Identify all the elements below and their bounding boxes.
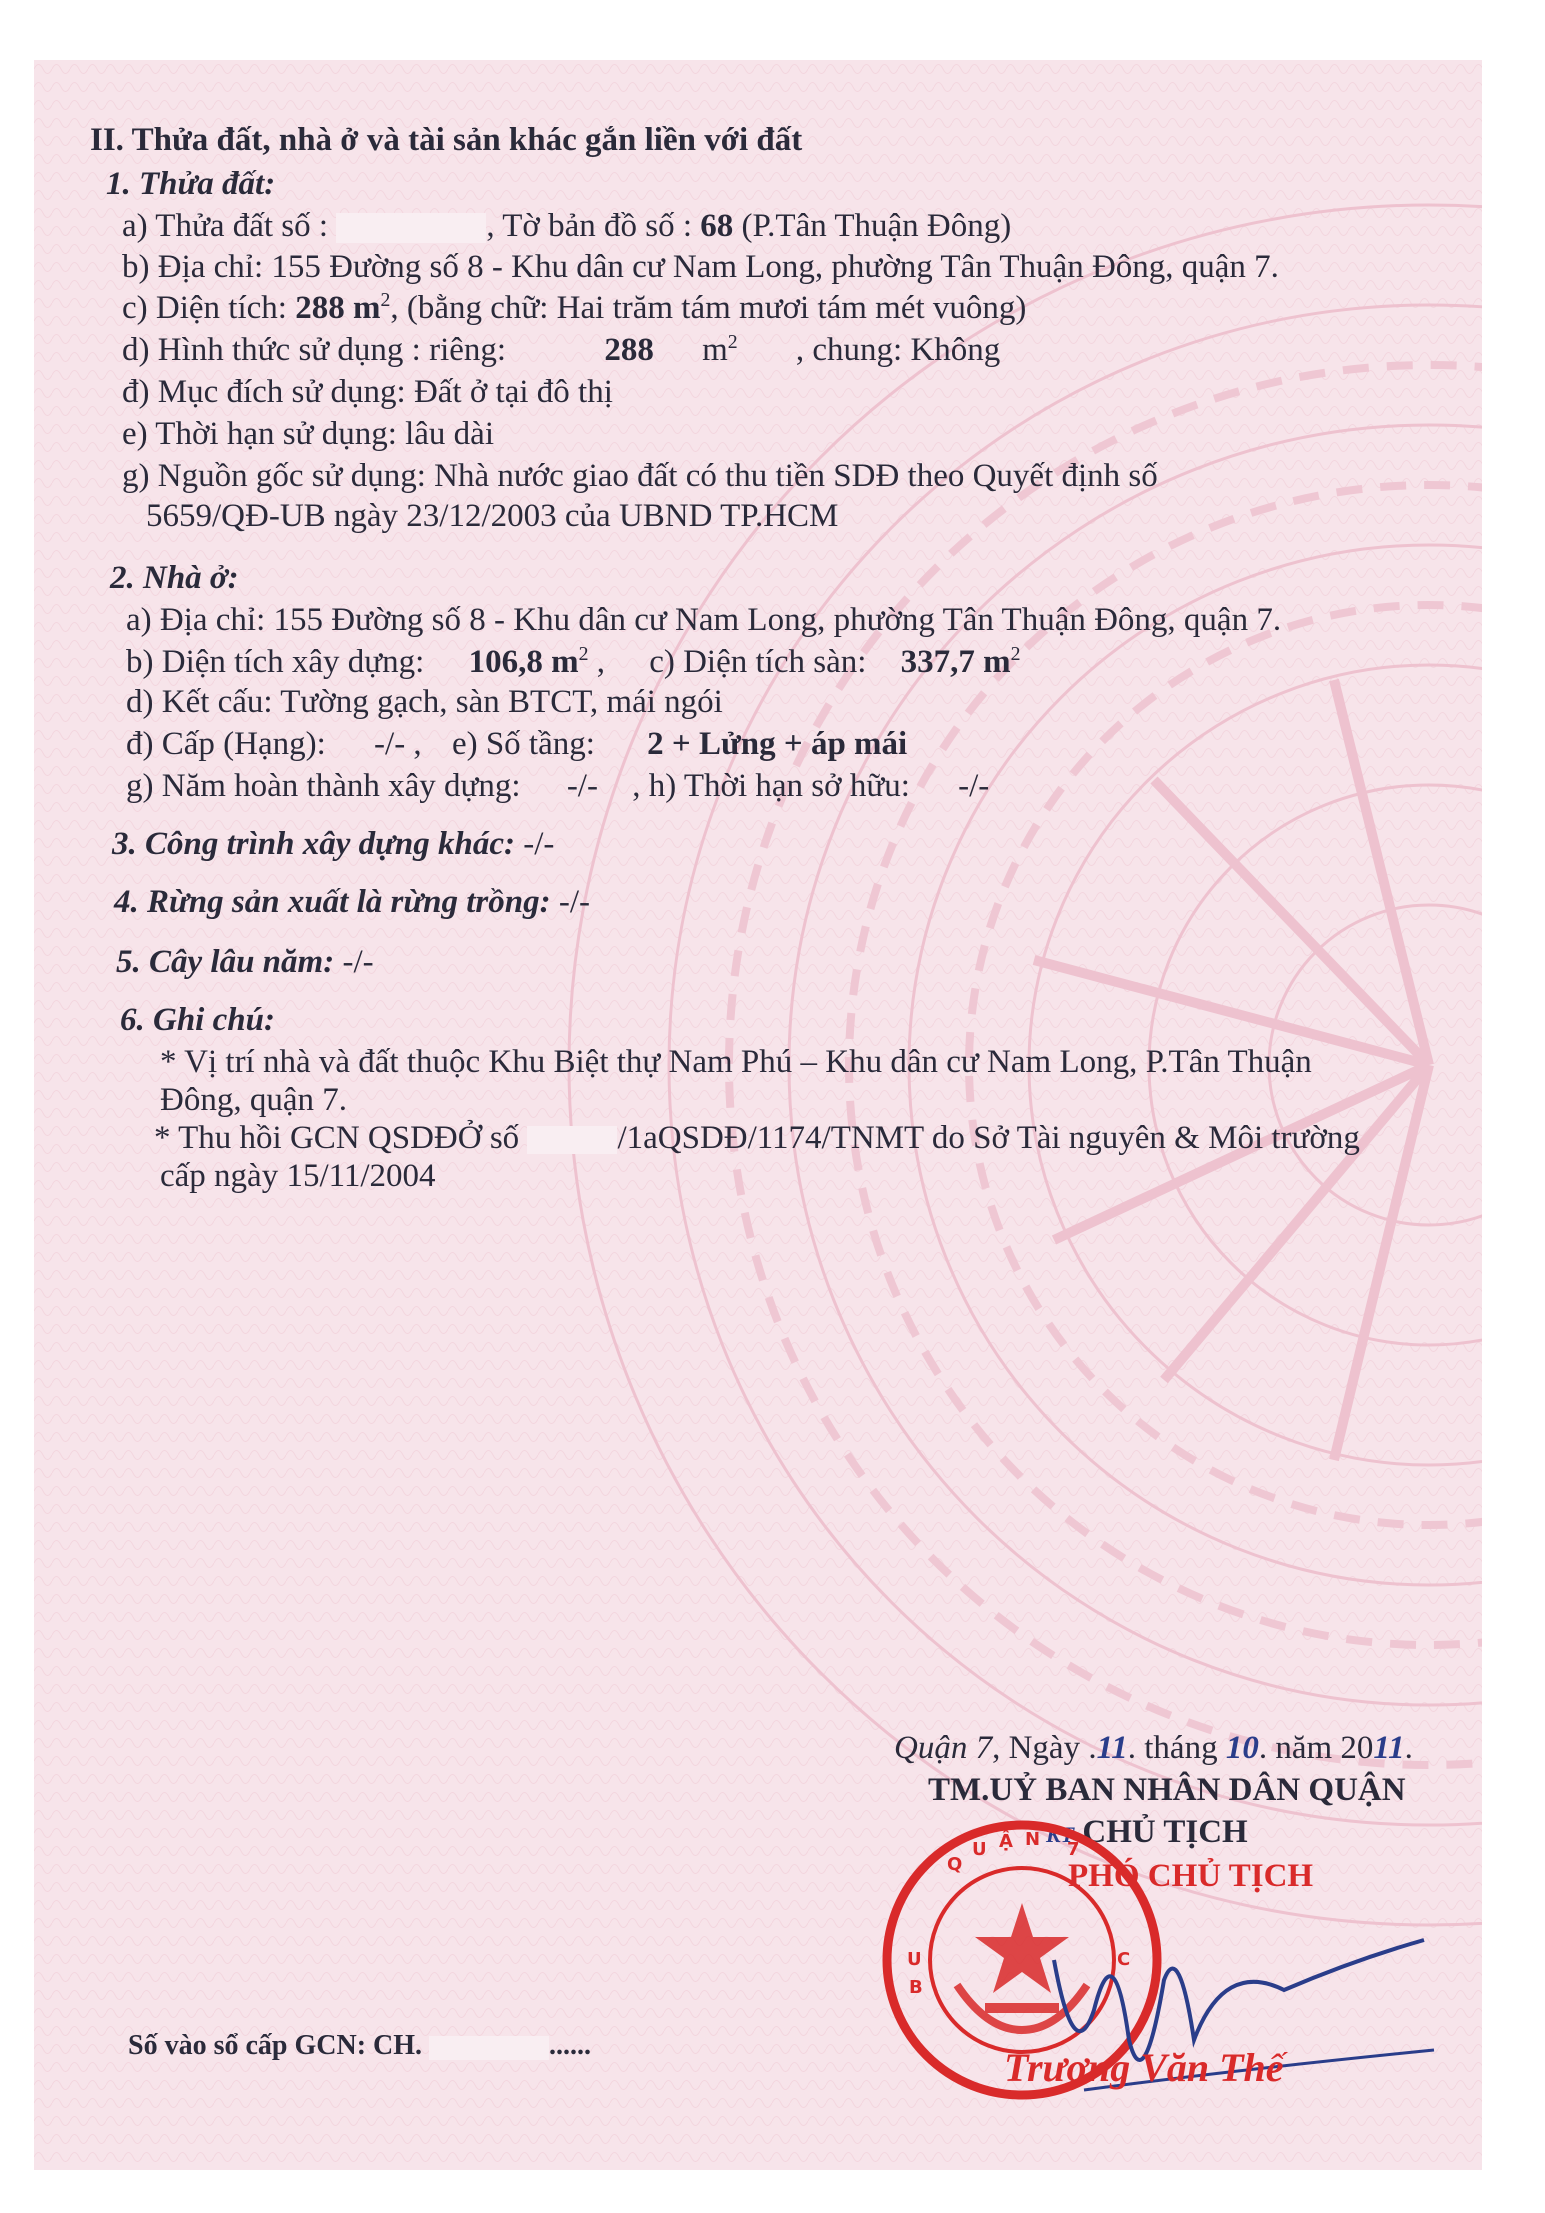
house-grade-value: -/- , [374,726,422,762]
note-2-line-1 [154,1118,1360,1158]
house-build-area-label: b) Diện tích xây dựng: [126,644,425,680]
house-floors-value: 2 + Lửng + áp mái [647,726,908,762]
signing-deputy-title: PHÓ CHỦ TỊCH [1068,1858,1314,1894]
svg-text:C: C [1117,1949,1131,1970]
signing-year-end: . [1404,1730,1413,1766]
forest-row [114,882,590,922]
house-floor-area-label: c) Diện tích sàn: [649,644,867,680]
land-map-label: , Tờ bản đồ số : [486,208,692,244]
perennial-label: 5. Cây lâu năm: [116,944,335,980]
other-construction-row [112,824,554,864]
house-address: a) Địa chỉ: 155 Đường số 8 - Khu dân cư Nam Long, phường Tân Thuận Đông, quận 7. [126,602,1282,638]
signing-title: CHỦ TỊCH [1082,1814,1248,1850]
registry-number [128,2026,591,2066]
house-year-label: g) Năm hoàn thành xây dựng: [126,768,521,804]
land-parcel-label: a) Thửa đất số : [122,208,329,244]
note-2-prefix: * Thu hồi GCN QSDĐỞ số [154,1120,520,1156]
land-address: b) Địa chỉ: 155 Đường số 8 - Khu dân cư Nam Long, phường Tân Thuận Đông, quận 7. [122,249,1279,285]
svg-text:7: 7 [1067,1839,1080,1860]
perennial-row [116,942,374,982]
note-2-line-2: cấp ngày 15/11/2004 [160,1158,436,1194]
note-1-line-2: Đông, quận 7. [160,1082,347,1118]
forest-label: 4. Rừng sản xuất là rừng trồng: [114,884,551,920]
registry-label: Số vào sổ cấp GCN: CH. [128,2030,423,2061]
svg-text:U: U [907,1949,922,1970]
signing-date [894,1728,1413,1768]
land-parcel-row [122,206,1011,246]
land-heading: 1. Thửa đất: [106,166,276,202]
redaction [429,2036,549,2060]
signing-year: 11 [1373,1730,1405,1766]
house-build-area-value: 106,8 m [468,644,579,680]
land-area-value: 288 m [295,290,381,326]
other-construction-label: 3. Công trình xây dựng khác: [112,826,516,862]
perennial-value: -/- [342,944,374,980]
house-floor-area-value: 337,7 m [900,644,1011,680]
house-ownership-value: -/- [958,768,990,804]
signing-organization: TM.UỶ BAN NHÂN DÂN QUẬN [928,1772,1406,1808]
land-area-row: c) Diện tích: 288 $m^2$, (bằng chữ: Hai trăm tám mươi tám mét vuông) [122,289,1027,326]
redaction [527,1126,617,1154]
house-area-row: b) Diện tích xây dựng: 106,8 $m^2$ , c) Diện tích sàn: 337,7 $m^2$ [126,643,1021,680]
house-floors-label: e) Số tầng: [451,726,595,762]
signing-kt: KT [1046,1822,1075,1847]
forest-value: -/- [558,884,590,920]
house-year-value: -/- [566,768,598,804]
land-map-area: (P.Tân Thuận Đông) [741,208,1012,244]
land-area-label: c) Diện tích: [122,290,287,326]
section-title: II. Thửa đất, nhà ở và tài sản khác gắn liền với đất [90,122,803,158]
signing-month-label: . tháng [1127,1730,1218,1766]
note-2-suffix: /1aQSDĐ/1174/TNMT do Sở Tài nguyên & Môi trường [617,1120,1360,1156]
house-grade-row [126,724,907,764]
signing-month: 10 [1225,1730,1259,1766]
note-1-line-1: * Vị trí nhà và đất thuộc Khu Biệt thự Nam Phú – Khu dân cư Nam Long, P.Tân Thuận [160,1044,1312,1080]
svg-text:N: N [1025,1829,1041,1850]
signing-day-label: , Ngày . [992,1730,1097,1766]
land-usage-value: 288 [604,332,654,368]
house-year-row [126,766,989,806]
land-term: e) Thời hạn sử dụng: lâu dài [122,416,494,452]
house-grade-label: đ) Cấp (Hạng): [126,726,326,762]
signing-year-label: . năm 20 [1258,1730,1374,1766]
land-area-words: , (bằng chữ: Hai trăm tám mươi tám mét vuông) [390,290,1027,326]
land-usage-form-row: d) Hình thức sử dụng : riêng: 288 $m^2$ , chung: Không [122,331,1001,368]
signing-day: 11 [1096,1730,1128,1766]
certificate-page [34,60,1482,2170]
land-usage-unit: m [702,332,728,368]
land-purpose: đ) Mục đích sử dụng: Đất ở tại đô thị [122,374,613,410]
land-origin-decision: 5659/QĐ-UB ngày 23/12/2003 của UBND TP.HCM [146,498,839,534]
handwritten-signature [1034,1920,1454,2120]
svg-text:Ậ: Ậ [999,1831,1013,1852]
other-construction-value: -/- [523,826,555,862]
house-ownership-label: , h) Thời hạn sở hữu: [632,768,910,804]
signing-place: Quận 7 [894,1730,993,1766]
svg-text:Q: Q [947,1854,963,1875]
house-structure: d) Kết cấu: Tường gạch, sàn BTCT, mái ngói [126,684,723,720]
svg-text:U: U [972,1839,987,1860]
signer-name: Trương Văn Thế [1004,2045,1284,2090]
notes-heading: 6. Ghi chú: [120,1002,275,1038]
land-map-sheet: 68 [700,208,734,244]
land-origin: g) Nguồn gốc sử dụng: Nhà nước giao đất có thu tiền SDĐ theo Quyết định số [122,458,1158,494]
house-heading: 2. Nhà ở: [110,560,239,596]
land-usage-common: , chung: Không [795,332,1001,368]
svg-text:B: B [909,1977,923,1998]
redaction [336,213,486,243]
house-build-area-comma: , [596,644,605,680]
land-usage-label: d) Hình thức sử dụng : riêng: [122,332,507,368]
registry-suffix: ...... [549,2030,592,2061]
